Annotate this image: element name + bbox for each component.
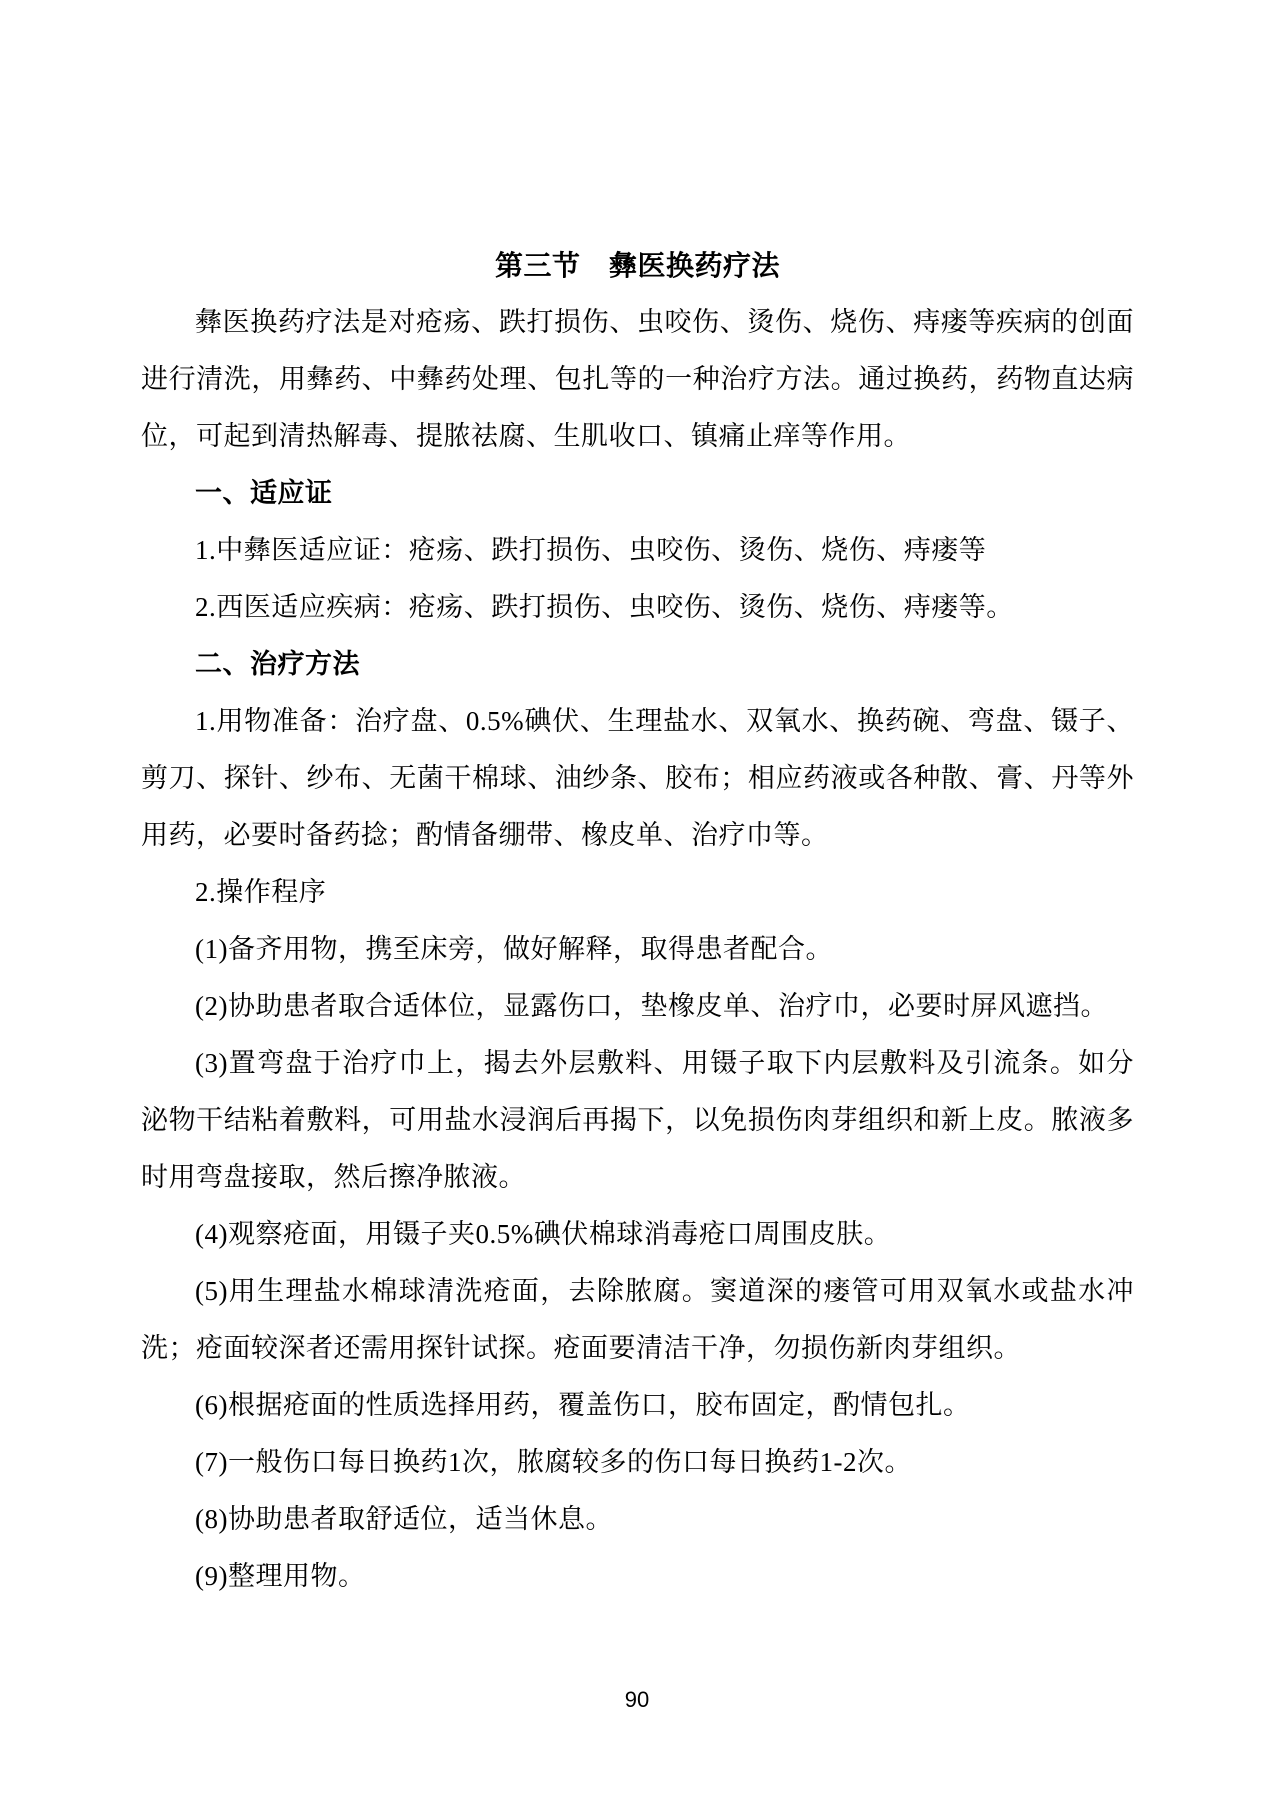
paragraph-step-9: (9)整理用物。 (195, 1561, 366, 1591)
page-number: 90 (624, 1687, 650, 1712)
paragraph-indication-2: 2.西医适应疾病：疮疡、跌打损伤、虫咬伤、烫伤、烧伤、痔瘘等。 (195, 592, 1014, 622)
paragraph-step-4: (4)观察疮面，用镊子夹0.5%碘伏棉球消毒疮口周围皮肤。 (195, 1219, 892, 1249)
paragraph-step-7: (7)一般伤口每日换药1次，脓腐较多的伤口每日换药1-2次。 (195, 1447, 912, 1477)
section-heading-treatment-methods: 二、治疗方法 (195, 649, 360, 679)
intro-paragraph: 彝医换药疗法是对疮疡、跌打损伤、虫咬伤、烫伤、烧伤、痔瘘等疾病的创面进行清洗，用彝药、中彝药处理、包扎等的一种治疗方法。通过换药，药物直达病位，可起到清热解毒、提脓祛腐、生肌收口、镇痛止痒等作用。 (141, 307, 1134, 451)
paragraph-preparation: 1.用物准备：治疗盘、0.5%碘伏、生理盐水、双氧水、换药碗、弯盘、镊子、剪刀、探针、纱布、无菌干棉球、油纱条、胶布；相应药液或各种散、膏、丹等外用药，必要时备药捻；酌情备绷带、橡皮单、治疗巾等。 (141, 706, 1134, 850)
paragraph-step-6: (6)根据疮面的性质选择用药，覆盖伤口，胶布固定，酌情包扎。 (195, 1390, 971, 1420)
paragraph-step-2: (2)协助患者取合适体位，显露伤口，垫橡皮单、治疗巾，必要时屏风遮挡。 (195, 991, 1108, 1021)
page-title: 第三节 彝医换药疗法 (494, 250, 780, 281)
paragraph-step-1: (1)备齐用物，携至床旁，做好解释，取得患者配合。 (195, 934, 833, 964)
document-content (141, 237, 1134, 1605)
paragraph-step-3: (3)置弯盘于治疗巾上，揭去外层敷料、用镊子取下内层敷料及引流条。如分泌物干结粘着敷料，可用盐水浸润后再揭下，以免损伤肉芽组织和新上皮。脓液多时用弯盘接取，然后擦净脓液。 (141, 1048, 1134, 1192)
paragraph-step-5: (5)用生理盐水棉球清洗疮面，去除脓腐。窦道深的瘘管可用双氧水或盐水冲洗；疮面较深者还需用探针试探。疮面要清洁干净，勿损伤新肉芽组织。 (141, 1276, 1134, 1363)
paragraph-step-8: (8)协助患者取舒适位，适当休息。 (195, 1504, 613, 1534)
paragraph-procedure-title: 2.操作程序 (195, 877, 327, 907)
paragraph-indication-1: 1.中彝医适应证：疮疡、跌打损伤、虫咬伤、烫伤、烧伤、痔瘘等 (195, 535, 987, 565)
section-heading-indications: 一、适应证 (195, 478, 333, 508)
